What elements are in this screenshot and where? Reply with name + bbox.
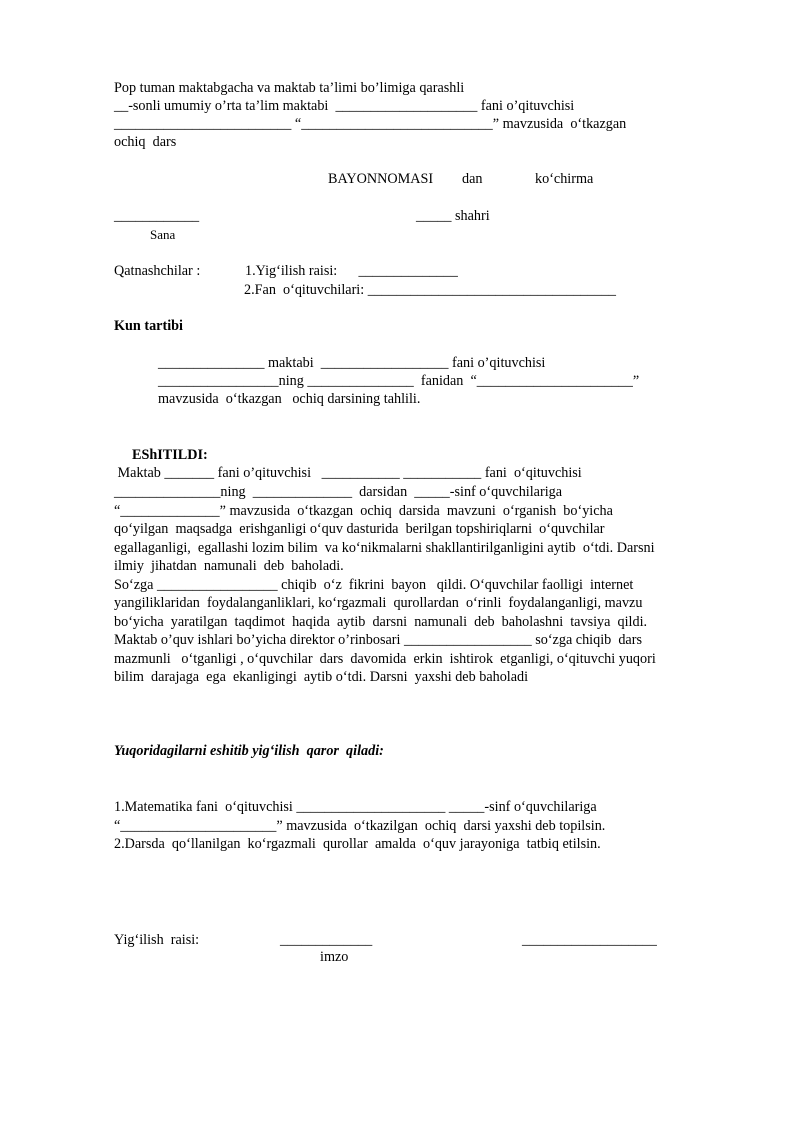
heard-line: Maktab _______ fani o’qituvchisi ___________ ___________ fani o‘qituvchisi [114,465,582,481]
agenda-line-3: mavzusida o‘tkazgan ochiq darsining tahlili. [158,391,421,407]
heard-line: “______________” mavzusida o‘tkazgan ochiq darsida mavzuni o‘rganish bo‘yicha [114,503,613,519]
agenda-heading: Kun tartibi [114,318,183,334]
heard-line: Maktab o’quv ishlari bo’yicha direktor o’rinbosari __________________ so‘zga chiqib dars [114,632,642,648]
decision-line: “______________________” mavzusida o‘tkazilgan ochiq darsi yaxshi deb topilsin. [114,818,606,834]
heard-line: So‘zga _________________ chiqib o‘z fikrini bayon qildi. O‘quvchilar faolligi internet [114,577,634,593]
header-line-3: _________________________ “___________________________” mavzusida o‘tkazgan [114,116,627,132]
date-caption: Sana [150,227,176,242]
agenda-line-1: _______________ maktabi __________________ fani o’qituvchisi [158,355,546,371]
header-line-2: __-sonli umumiy o’rta ta’lim maktabi ____________________ fani o’qituvchisi [114,98,575,114]
heard-line: ilmiy jihatdan namunali deb baholadi. [114,558,344,574]
heard-line: mazmunli o‘tganligi , o‘quvchilar dars davomida erkin ishtirok etganligi, o‘qituvchi yuqori [114,651,656,667]
header-line-4: ochiq dars [114,134,177,150]
participants-label: Qatnashchilar : [114,263,201,279]
signature-caption: imzo [320,949,349,965]
signature-blank: _____________ [280,932,373,948]
decision-line: 2.Darsda qo‘llanilgan ko‘rgazmali qurollar amalda o‘quv jarayoniga tatbiq etilsin. [114,836,601,852]
agenda-line-2: _________________ning _______________ fanidan “______________________” [158,373,640,389]
city-field: _____ shahri [416,208,490,224]
heard-line: egallaganligi, egallashi lozim bilim va ko‘nikmalarni shakllantirilganligini aytib o‘tdi. Darsni [114,540,655,556]
title-kochirma: ko‘chirma [535,171,594,187]
heard-heading: EShITILDI: [132,447,208,463]
decision-heading: Yuqoridagilarni eshitib yig‘ilish qaror qiladi: [114,743,384,759]
participants-teachers: 2.Fan o‘qituvchilari: ___________________________________ [244,282,617,298]
date-blank: ____________ [114,208,200,224]
name-blank: ___________________ [522,932,657,948]
title-bayonnomasi: BAYONNOMASI [328,171,434,187]
header-line-1: Pop tuman maktabgacha va maktab ta’limi bo’limiga qarashli [114,80,465,96]
participants-chair: 1.Yig‘ilish raisi: ______________ [245,263,458,279]
heard-line: bo‘yicha yaratilgan taqdimot haqida aytib darsni namunali deb baholashni tavsiya qildi. [114,614,648,630]
title-dan: dan [462,171,483,187]
heard-line: yangiliklaridan foydalanganliklari, ko‘rgazmali qurollardan o‘rinli foydalanganligi, mavzu [114,595,643,611]
heard-line: qo‘yilgan maqsadga erishganligi o‘quv dasturida berilgan topshiriqlarni o‘quvchilar [114,521,605,537]
heard-line: _______________ning ______________ darsidan _____-sinf o‘quvchilariga [114,484,563,500]
signature-label: Yig‘ilish raisi: [114,932,200,948]
heard-line: bilim darajaga ega ekanligingi aytib o‘tdi. Darsni yaxshi deb baholadi [114,669,529,685]
decision-line: 1.Matematika fani o‘qituvchisi _____________________ _____-sinf o‘quvchilariga [114,799,597,815]
